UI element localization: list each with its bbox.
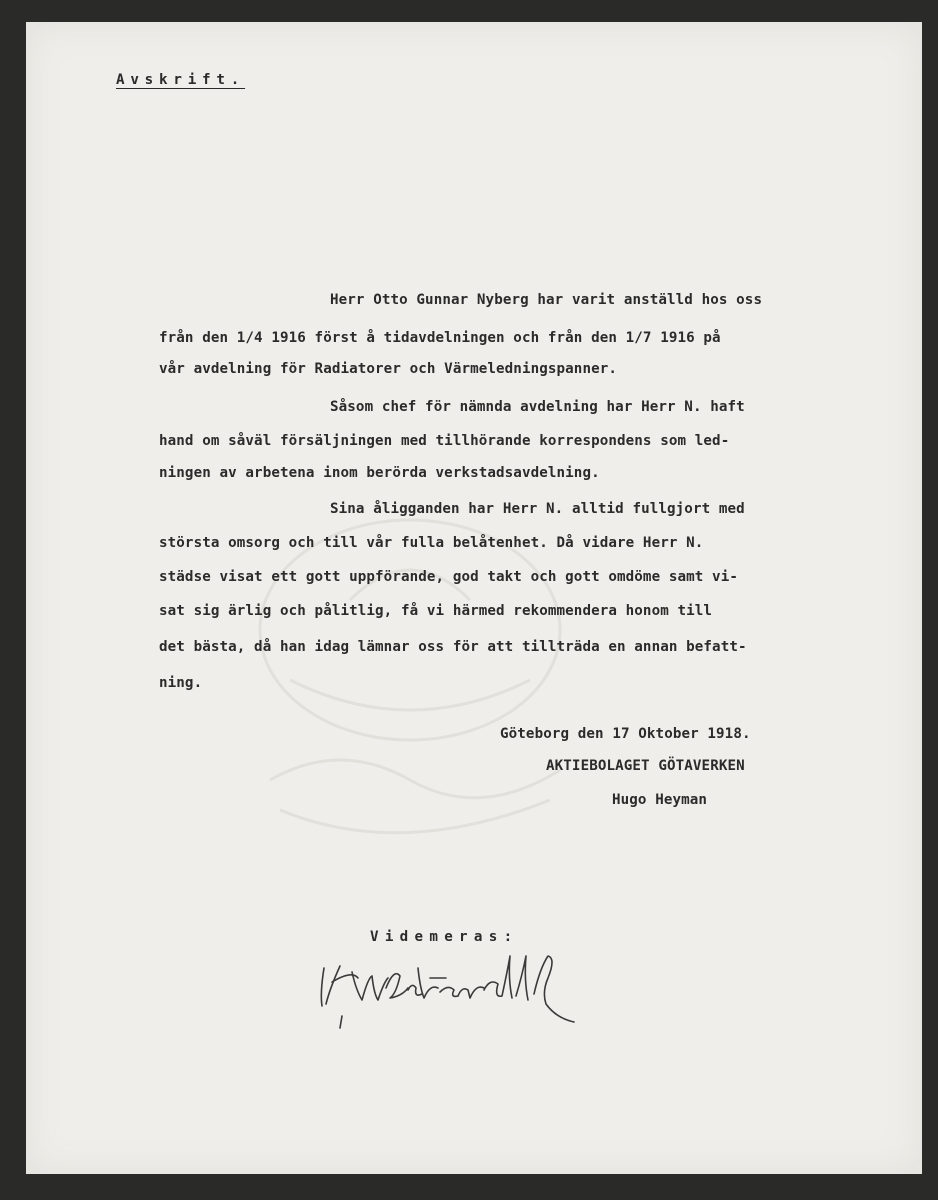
body-line: största omsorg och till vår fulla belåtenhet. Då vidare Herr N. bbox=[159, 535, 704, 551]
company-name: AKTIEBOLAGET GÖTAVERKEN bbox=[546, 758, 745, 774]
body-line: städse visat ett gott uppförande, god takt och gott omdöme samt vi- bbox=[159, 569, 738, 585]
attestation-label: Videmeras: bbox=[370, 929, 519, 945]
body-line: ningen av arbetena inom berörda verkstadsavdelning. bbox=[159, 465, 600, 481]
body-line: vår avdelning för Radiatorer och Värmeledningspanner. bbox=[159, 361, 618, 377]
body-line: Sina åligganden har Herr N. alltid fullgjort med bbox=[330, 501, 745, 517]
body-line: från den 1/4 1916 först å tidavdelningen och från den 1/7 1916 på bbox=[159, 330, 721, 346]
body-line: Herr Otto Gunnar Nyberg har varit anställd hos oss bbox=[330, 292, 763, 308]
body-line: hand om såväl försäljningen med tillhörande korrespondens som led- bbox=[159, 433, 730, 449]
signatory-name: Hugo Heyman bbox=[612, 792, 708, 808]
place-date: Göteborg den 17 Oktober 1918. bbox=[500, 726, 751, 742]
document-heading: Avskrift. bbox=[116, 72, 246, 88]
handwritten-signature bbox=[312, 948, 582, 1040]
body-line: ning. bbox=[159, 675, 203, 691]
body-line: Såsom chef för nämnda avdelning har Herr N. haft bbox=[330, 399, 745, 415]
body-line: sat sig ärlig och pålitlig, få vi härmed rekommendera honom till bbox=[159, 603, 713, 619]
body-line: det bästa, då han idag lämnar oss för att tillträda en annan befatt- bbox=[159, 639, 747, 655]
